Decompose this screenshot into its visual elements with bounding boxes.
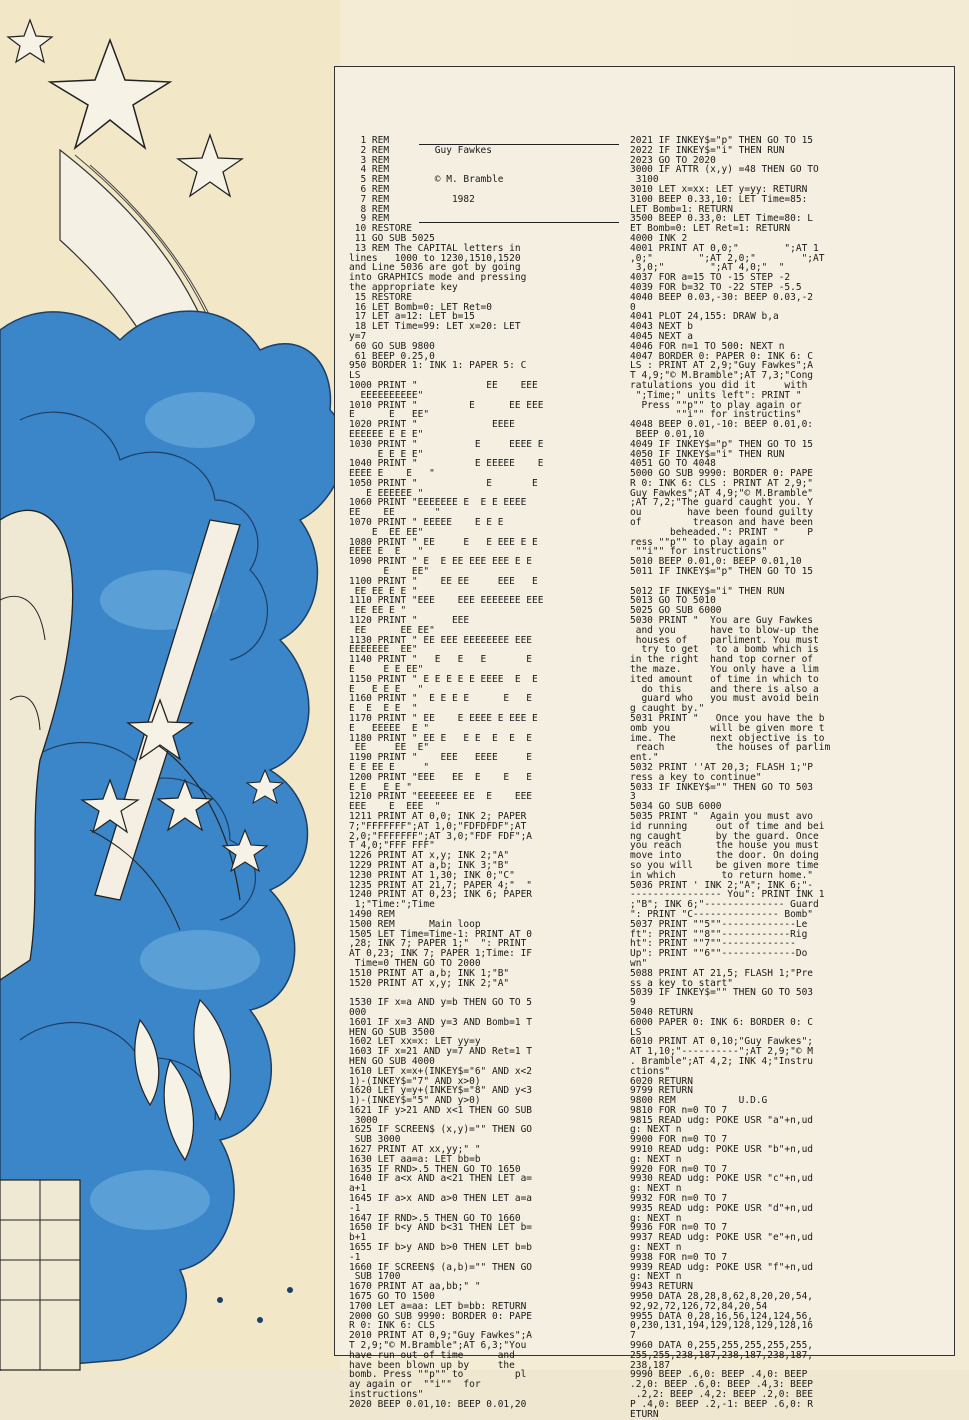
code-line: 1670 PRINT AT aa,bb;" " — [349, 1281, 481, 1293]
code-line: EE EE E " — [349, 605, 407, 617]
code-line: EEE E EEE " — [349, 801, 441, 813]
code-line: 5031 PRINT " Once you have the b — [630, 713, 825, 725]
code-line: 9920 FOR n=0 TO 7 — [630, 1163, 728, 1175]
code-line: EE EE " — [349, 507, 441, 519]
code-line: 1530 IF x=a AND y=b THEN GO TO 5 — [349, 997, 533, 1009]
code-line: g: NEXT n — [630, 1183, 682, 1195]
code-line: b+1 — [349, 1232, 367, 1244]
code-line: 1080 PRINT " EE E E EEE E E — [349, 536, 538, 548]
code-line: 1675 GO TO 1500 — [349, 1291, 435, 1303]
listing-right-column — [630, 136, 946, 1419]
code-line: have run out of time and — [349, 1349, 515, 1361]
code-line: . Bramble";AT 4,2; INK 4;"Instru — [630, 1055, 814, 1067]
code-line: ETURN — [630, 1408, 659, 1420]
code-line: SUB 3000 — [349, 1134, 401, 1146]
code-line: 1621 IF y>21 AND x<1 THEN GO SUB — [349, 1104, 533, 1116]
code-line: Guy Fawkes";AT 4,9;"© M.Bramble" — [630, 487, 814, 499]
code-line: the appropriate key — [349, 281, 458, 293]
code-line: 5036 PRINT ' INK 2;"A"; INK 6;"- — [630, 879, 814, 891]
code-line: g: NEXT n — [630, 1153, 682, 1165]
code-line: 5034 GO SUB 6000 — [630, 801, 722, 813]
listing-left-column — [349, 136, 645, 1410]
code-line: 1226 PRINT AT x,y; INK 2;"A" — [349, 850, 510, 862]
code-line: 1130 PRINT " EE EEE EEEEEEEE EEE — [349, 634, 533, 646]
code-line: 1200 PRINT "EEE EE E E E — [349, 771, 533, 783]
code-line: T 4,9;"© M.Bramble";AT 7,3;"Cong — [630, 370, 814, 382]
code-line: 9900 FOR n=0 TO 7 — [630, 1134, 728, 1146]
code-line: 1647 IF RND>.5 THEN GO TO 1660 — [349, 1212, 521, 1224]
code-line: g: NEXT n — [630, 1124, 682, 1136]
code-line: id running out of time and bei — [630, 820, 825, 832]
code-line: move into the door. On doing — [630, 850, 819, 862]
code-line: 3000 — [349, 1114, 378, 1126]
code-line: E E E E " — [349, 781, 412, 793]
code-line: E E E E " — [349, 703, 418, 715]
code-line: 255,255,238,187,238,187,238,187, — [630, 1349, 814, 1361]
code-line: 9 REM — [349, 214, 645, 224]
code-line: 1030 PRINT " E EEEE E — [349, 438, 544, 450]
code-line: do this and there is also a — [630, 683, 819, 695]
code-line: 9990 BEEP .6,0: BEEP .4,0: BEEP — [630, 1369, 808, 1381]
code-line: E E E E" — [349, 448, 424, 460]
code-line: 9799 RETURN — [630, 1085, 693, 1097]
code-line: 6020 RETURN — [630, 1075, 693, 1087]
code-line: ime. The next objective is to — [630, 732, 825, 744]
code-line: EE EE E" — [349, 742, 430, 754]
code-line: 4045 NEXT a — [630, 330, 693, 342]
code-line: 1160 PRINT " E E E E E E — [349, 693, 533, 705]
code-line: ou have been found guilty — [630, 507, 814, 519]
code-line: 1240 PRINT AT 0,23; INK 6; PAPER — [349, 889, 533, 901]
code-line: ress ""p"" to play again or — [630, 536, 785, 548]
code-line: 1110 PRINT "EEE EEE EEEEEEE EEE — [349, 595, 544, 607]
code-line: 1010 PRINT " E EE EEE — [349, 399, 544, 411]
code-line: 2 REM Guy Fawkes — [349, 144, 492, 156]
code-line: LET Bomb=1: RETURN — [630, 203, 733, 215]
code-line: 9932 FOR n=0 TO 7 — [630, 1193, 728, 1205]
code-line: 18 LET Time=99: LET x=20: LET — [349, 321, 521, 333]
code-line: 7 — [630, 1330, 636, 1342]
code-line: instructions" — [349, 1389, 424, 1400]
code-line: ;"B"; INK 6;"-------------- Guard — [630, 899, 819, 911]
code-line: ET Bomb=0: LET Ret=1: RETURN — [630, 223, 791, 235]
code-line: 1000 PRINT " EE EEE — [349, 379, 538, 391]
code-line: 4043 NEXT b — [630, 321, 693, 333]
code-line: 5039 IF INKEY$="" THEN GO TO 503 — [630, 987, 814, 999]
code-line: 3000 IF ATTR (x,y) =48 THEN GO TO — [630, 164, 819, 176]
code-line: 4000 INK 2 — [630, 232, 688, 244]
code-line: ctions" — [630, 1065, 671, 1077]
code-line: and Line 5036 are got by going — [349, 262, 521, 274]
code-line: 1150 PRINT " E E E E E EEEE E E — [349, 673, 538, 685]
code-line: ""i"" for instructins" — [630, 409, 802, 421]
header-rule — [419, 144, 619, 145]
code-line: 4050 IF INKEY$="i" THEN RUN — [630, 448, 785, 460]
code-line: 5000 GO SUB 9990: BORDER 0: PAPE — [630, 468, 814, 480]
code-line: 1630 LET aa=a: LET bb=b — [349, 1153, 481, 1165]
code-line: 4049 IF INKEY$="p" THEN GO TO 15 — [630, 438, 814, 450]
code-line: 6 REM — [349, 183, 390, 195]
code-line: 1602 LET xx=x: LET yy=y — [349, 1036, 481, 1048]
code-line: 1510 PRINT AT a,b; INK 1;"B" — [349, 967, 510, 979]
code-line: 5 REM © M. Bramble — [349, 174, 504, 186]
code-line: ,0;" ";AT 2,0;" ";AT — [630, 252, 825, 264]
code-line: 1170 PRINT " EE E EEEE E EEE E — [349, 713, 538, 725]
code-line: 3 — [630, 791, 636, 803]
code-line: ay again or ""i"" for — [349, 1379, 481, 1391]
code-line: P .4,0: BEEP .2,-1: BEEP .6,0: R — [630, 1398, 814, 1410]
code-line: in the right hand top corner of — [630, 654, 814, 666]
code-line: 1020 PRINT " EEEE — [349, 419, 515, 431]
code-line: ss a key to start" — [630, 977, 733, 989]
code-line: 9960 DATA 0,255,255,255,255,255, — [630, 1340, 814, 1352]
code-line: 1211 PRINT AT 0,0; INK 2; PAPER — [349, 810, 527, 822]
code-line: try to get to a bomb which is — [630, 644, 819, 656]
code-line: 4041 PLOT 24,155: DRAW b,a — [630, 311, 779, 323]
code-line: 9 — [630, 997, 636, 1009]
code-line: houses of parliment. You must — [630, 634, 819, 646]
code-line: 1601 IF x=3 AND y=3 AND Bomb=1 T — [349, 1016, 533, 1028]
code-line: 6000 PAPER 0: INK 6: BORDER 0: C — [630, 1016, 814, 1028]
code-line: -1 — [349, 1251, 361, 1263]
code-line: 1635 IF RND>.5 THEN GO TO 1650 — [349, 1163, 521, 1175]
code-line: 1190 PRINT " EEE EEEE E — [349, 752, 533, 764]
code-line: in which to return home." — [630, 869, 814, 881]
code-line: AT 1,10;"----------";AT 2,9;"© M — [630, 1046, 814, 1058]
code-line: T 4,0;"FFF FFF" — [349, 840, 435, 852]
code-line: EEEE E E " — [349, 468, 435, 480]
code-line: 61 BEEP 0.25,0 — [349, 350, 435, 362]
code-line: lines 1000 to 1230,1510,1520 — [349, 252, 521, 264]
code-line: 1700 LET a=aa: LET b=bb: RETURN — [349, 1300, 527, 1312]
code-line: g caught by." — [630, 703, 705, 715]
code-line: 10 RESTORE — [349, 223, 412, 235]
code-line: so you will be given more time — [630, 859, 819, 871]
code-line: 3100 — [630, 174, 659, 186]
code-line: ht": PRINT ""7""------------- — [630, 938, 796, 950]
code-line: E E EE" — [349, 409, 430, 421]
code-line: wn" — [630, 957, 648, 969]
code-line: EE EE EE" — [349, 624, 435, 636]
code-line: LS : PRINT AT 2,9;"Guy Fawkes";A — [630, 360, 814, 372]
code-line: 9910 READ udg: POKE USR "b"+n,ud — [630, 1144, 814, 1156]
code-line: 5013 GO TO 5010 — [630, 595, 716, 607]
code-line: 9939 READ udg: POKE USR "f"+n,ud — [630, 1261, 814, 1273]
code-line: 1)-(INKEY$="5" AND y>0) — [349, 1095, 481, 1107]
code-line: 1660 IF SCREEN$ (a,b)="" THEN GO — [349, 1261, 533, 1273]
code-line: HEN GO SUB 4000 — [349, 1055, 435, 1067]
code-line: 11 GO SUB 5025 — [349, 232, 435, 244]
code-line: 1;"Time:";Time — [349, 899, 435, 911]
code-line: 1 REM — [349, 136, 645, 146]
code-line: 5012 IF INKEY$="i" THEN RUN — [630, 585, 785, 597]
code-line: of treason and have been — [630, 517, 814, 529]
code-line: 4051 GO TO 4048 — [630, 458, 716, 470]
code-line: have been blown up by the — [349, 1359, 515, 1371]
code-line: EEEEEEE EE" — [349, 644, 418, 656]
code-line: 7 REM 1982 — [349, 193, 475, 205]
code-line: g: NEXT n — [630, 1212, 682, 1224]
code-line: E EEEEEE " — [349, 487, 424, 499]
code-line: a+1 — [349, 1183, 367, 1195]
code-line: 1610 LET x=x+(INKEY$="6" AND x<2 — [349, 1065, 533, 1077]
code-line: 5010 BEEP 0.01,0: BEEP 0.01,10 — [630, 556, 802, 568]
code-line: 2010 PRINT AT 0,9;"Guy Fawkes";A — [349, 1330, 533, 1342]
code-line: ited amount of time in which to — [630, 673, 819, 685]
code-line: 3500 BEEP 0.33,0: LET Time=80: L — [630, 213, 814, 225]
code-line: 9938 FOR n=0 TO 7 — [630, 1251, 728, 1263]
code-line: 2,0;"FFFFFFF";AT 3,0;"FDF FDF";A — [349, 830, 533, 842]
code-line: 4001 PRINT AT 0,0;" ";AT 1 — [630, 242, 819, 254]
code-line: 9800 REM U.D.G — [630, 1095, 768, 1107]
code-line: T 2,9;"© M.Bramble";AT 6,3;"You — [349, 1340, 527, 1352]
code-line: 7;"FFFFFFF";AT 1,0;"FDFDFDF";AT — [349, 820, 527, 832]
code-line: 9955 DATA 0,28,16,56,124,124,56, — [630, 1310, 814, 1322]
code-line: 9936 FOR n=0 TO 7 — [630, 1222, 728, 1234]
code-line: 0,230,131,194,129,128,129,128,16 — [630, 1320, 814, 1332]
code-line: bomb. Press ""p"" to pl — [349, 1369, 527, 1381]
code-line: Press ""p"" to play again or — [630, 399, 802, 411]
header-rule — [419, 222, 619, 223]
code-line: 1235 PRINT AT 21,7; PAPER 4;" " — [349, 879, 533, 891]
code-line: LS — [349, 370, 361, 382]
code-line: 1140 PRINT " E E E E — [349, 654, 533, 666]
code-line: SUB 1700 — [349, 1271, 401, 1283]
code-line: ""i"" for instructions" — [630, 546, 768, 558]
code-line: .2,2: BEEP .4,2: BEEP .2,0: BEE — [630, 1389, 814, 1400]
code-line: 9943 RETURN — [630, 1281, 693, 1293]
code-line: 3 REM — [349, 154, 390, 166]
code-line: 1640 IF a<x AND a<21 THEN LET a= — [349, 1173, 533, 1185]
code-line: 9930 READ udg: POKE USR "c"+n,ud — [630, 1173, 814, 1185]
code-line: 5037 PRINT ""5""-------------Le — [630, 918, 808, 930]
code-line: ,28; INK 7; PAPER 1;" ": PRINT — [349, 938, 527, 950]
code-line: 4048 BEEP 0.01,-10: BEEP 0.01,0: — [630, 419, 814, 431]
code-line: 17 LET a=12: LET b=15 — [349, 311, 475, 323]
code-line: 5011 IF INKEY$="p" THEN GO TO 15 — [630, 566, 814, 578]
code-line: 9937 READ udg: POKE USR "e"+n,ud — [630, 1232, 814, 1244]
code-line: 1650 IF b<y AND b<31 THEN LET b= — [349, 1222, 533, 1234]
code-line: 1505 LET Time=Time-1: PRINT AT 0 — [349, 928, 533, 940]
code-line: HEN GO SUB 3500 — [349, 1026, 435, 1038]
code-line: ent." — [630, 752, 659, 764]
code-line: g: NEXT n — [630, 1242, 682, 1254]
code-line: 2022 IF INKEY$="i" THEN RUN — [630, 144, 785, 156]
code-line: 8 REM — [349, 203, 390, 215]
code-line: Up": PRINT ""6""-------------Do — [630, 948, 808, 960]
code-line: y=7 — [349, 330, 367, 342]
code-line: 9935 READ udg: POKE USR "d"+n,ud — [630, 1202, 814, 1214]
code-line: E EE EE" — [349, 526, 424, 538]
code-line: 2000 GO SUB 9990: BORDER 0: PAPE — [349, 1310, 533, 1322]
code-line: E E EE E " — [349, 762, 430, 773]
code-line: 1520 PRINT AT x,y; INK 2;"A" — [349, 977, 510, 989]
code-line: 1645 IF a>x AND a>0 THEN LET a=a — [349, 1193, 533, 1205]
code-line: 1500 REM Main loop — [349, 918, 481, 930]
code-line: E EE" — [349, 566, 430, 578]
code-line: 5033 IF INKEY$="" THEN GO TO 503 — [630, 781, 814, 793]
code-line: 1627 PRINT AT xx,yy;" " — [349, 1144, 481, 1156]
code-line: 4039 FOR b=32 TO -22 STEP -5.5 — [630, 281, 802, 293]
code-line: 4 REM — [349, 164, 390, 176]
code-line: omb you will be given more t — [630, 722, 825, 734]
code-line: 1040 PRINT " E EEEEE E — [349, 458, 544, 470]
code-line: 1)-(INKEY$="7" AND x>0) — [349, 1075, 481, 1087]
code-line: 5088 PRINT AT 21,5; FLASH 1;"Pre — [630, 967, 814, 979]
code-line: reach the houses of parlim — [630, 742, 831, 754]
code-line: LS — [630, 1026, 642, 1038]
code-line: R 0: INK 6: CLS : PRINT AT 2,9;" — [630, 477, 814, 489]
code-line: 92,92,72,126,72,84,20,54 — [630, 1300, 768, 1312]
code-line: 3,0;" ";AT 4,0;" " — [630, 262, 785, 274]
code-line: EE EE E E " — [349, 585, 418, 597]
code-line: ratulations you did it with — [630, 379, 808, 391]
code-line: 1229 PRINT AT a,b; INK 3;"B" — [349, 859, 510, 871]
code-line: 4046 FOR n=1 TO 500: NEXT n — [630, 340, 785, 352]
code-line: 1100 PRINT " EE EE EEE E — [349, 575, 538, 587]
code-line: 950 BORDER 1: INK 1: PAPER 5: C — [349, 360, 527, 372]
code-line: ";Time;" units left": PRINT " — [630, 389, 802, 401]
code-line: E EEEEE E " — [349, 722, 430, 734]
code-line: 13 REM The CAPITAL letters in — [349, 242, 521, 254]
code-line: 1603 IF x=21 AND y=7 AND Ret=1 T — [349, 1046, 533, 1058]
code-line: 2020 BEEP 0.01,10: BEEP 0.01,20 — [349, 1398, 527, 1410]
code-line: R 0: INK 6: CLS — [349, 1320, 435, 1332]
code-line: EEEEEEEEEE" — [349, 389, 424, 401]
code-line: 6010 PRINT AT 0,10;"Guy Fawkes"; — [630, 1036, 814, 1048]
code-line: BEEP 0.01,10 — [630, 428, 705, 440]
code-line: 1120 PRINT " EEE — [349, 615, 470, 627]
code-line: 0 — [630, 301, 636, 313]
code-line: 1655 IF b>y AND b>0 THEN LET b=b — [349, 1242, 533, 1254]
code-line: E E E EE" — [349, 664, 424, 676]
code-line: 4037 FOR a=15 TO -15 STEP -2 — [630, 272, 791, 284]
code-line: 1230 PRINT AT 1,30; INK 0;"C" — [349, 869, 515, 881]
code-line: 2021 IF INKEY$="p" THEN GO TO 15 — [630, 135, 814, 146]
code-line: 16 LET Bomb=0: LET Ret=0 — [349, 301, 492, 313]
code-line: ;AT 7,2;"The guard caught you. Y — [630, 497, 814, 509]
code-line: guard who you must avoid bein — [630, 693, 819, 705]
code-line: ft": PRINT ""8""------------Rig — [630, 928, 808, 940]
code-line: 1060 PRINT "EEEEEEE E E E EEEE — [349, 497, 527, 509]
code-line: 5025 GO SUB 6000 — [630, 605, 722, 617]
code-line: 238,187 — [630, 1359, 671, 1371]
code-line: 60 GO SUB 9800 — [349, 340, 435, 352]
code-line: 5035 PRINT " Again you must avo — [630, 810, 814, 822]
code-line: 1625 IF SCREEN$ (x,y)="" THEN GO — [349, 1124, 533, 1136]
code-line: and you have to blow-up the — [630, 624, 819, 636]
code-line: 9810 FOR n=0 TO 7 — [630, 1104, 728, 1116]
code-line: 000 — [349, 1006, 367, 1018]
code-line: 5030 PRINT " You are Guy Fawkes — [630, 615, 814, 627]
code-line: 1090 PRINT " E E EE EEE EEE E E — [349, 556, 533, 568]
code-line: AT 0,23; INK 7; PAPER 1;Time: IF — [349, 948, 533, 960]
code-line: 3100 BEEP 0.33,10: LET Time=85: — [630, 193, 808, 205]
code-line: 9950 DATA 28,28,8,62,8,20,20,54, — [630, 1291, 814, 1303]
code-line: 1210 PRINT "EEEEEEE EE E EEE — [349, 791, 533, 803]
code-line: 15 RESTORE — [349, 291, 412, 303]
code-line: the maze. You only have a lim — [630, 664, 819, 676]
code-line: ---------------- You": PRINT INK 1 — [630, 889, 825, 901]
code-line: Time=0 THEN GO TO 2000 — [349, 957, 481, 969]
code-line: 1620 LET y=y+(INKEY$="8" AND y<3 — [349, 1085, 533, 1097]
code-line: EEEE E E " — [349, 546, 424, 558]
code-line: 9815 READ udg: POKE USR "a"+n,ud — [630, 1114, 814, 1126]
code-line: ": PRINT "C--------------- Bomb" — [630, 908, 814, 920]
code-line: 1070 PRINT " EEEEE E E E — [349, 517, 504, 529]
code-line: 1490 REM — [349, 908, 395, 920]
code-line: 4040 BEEP 0.03,-30: BEEP 0.03,-2 — [630, 291, 814, 303]
code-line: g: NEXT n — [630, 1271, 682, 1283]
code-line: 2023 GO TO 2020 — [630, 154, 716, 166]
code-line: into GRAPHICS mode and pressing — [349, 272, 527, 284]
code-line: 1180 PRINT " EE E E E E E E — [349, 732, 533, 744]
code-line: EEEEEE E E E" — [349, 428, 424, 440]
illustration-clouds-stars — [0, 0, 340, 1370]
code-line: .2,0: BEEP .6,0: BEEP .4,3: BEEP — [630, 1379, 814, 1391]
code-line: 3010 LET x=xx: LET y=yy: RETURN — [630, 183, 808, 195]
code-line: 5040 RETURN — [630, 1006, 693, 1018]
code-line: you reach the house you must — [630, 840, 819, 852]
code-line: 4047 BORDER 0: PAPER 0: INK 6: C — [630, 350, 814, 362]
code-line: ress a key to continue" — [630, 771, 762, 783]
code-line: E E E E " — [349, 683, 424, 695]
code-line: 5032 PRINT ''AT 20,3; FLASH 1;"P — [630, 762, 814, 773]
code-line: -1 — [349, 1202, 361, 1214]
code-line: ng caught by the guard. Once — [630, 830, 819, 842]
code-line: beheaded.": PRINT " P — [630, 526, 814, 538]
code-line: 1050 PRINT " E E — [349, 477, 538, 489]
